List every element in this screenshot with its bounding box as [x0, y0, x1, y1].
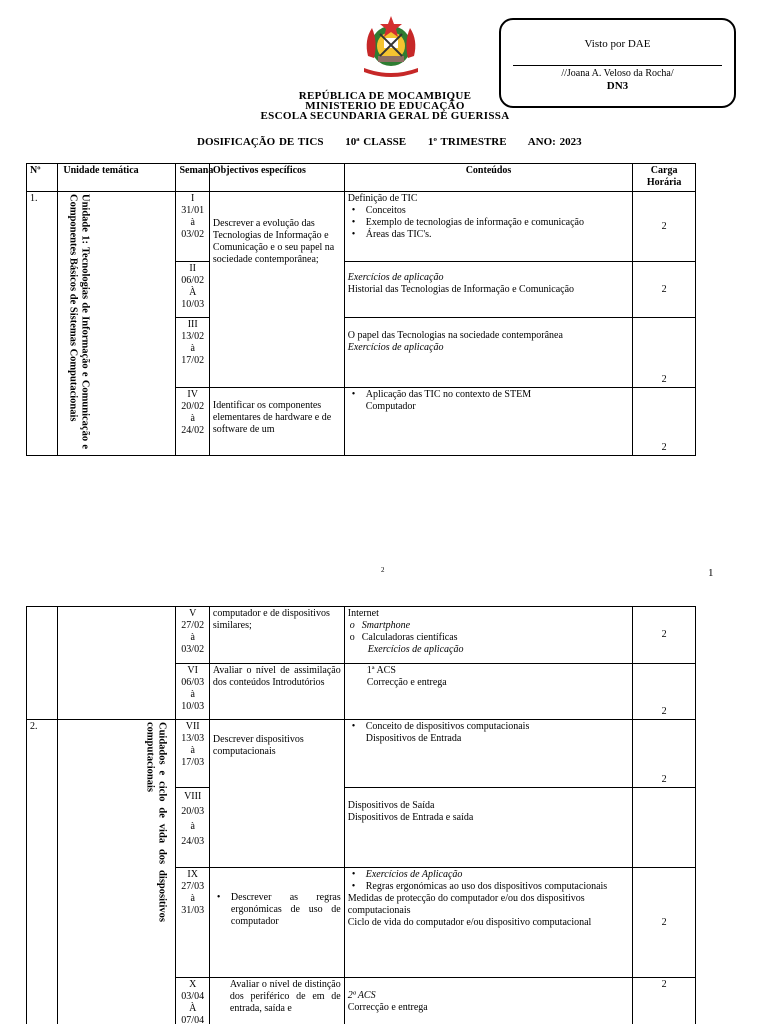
- objective-cell: Descrever dispositivos computacionais: [209, 720, 344, 868]
- objective-cell: Avaliar o nível de distinção dos periférico de em de entrada, saída e: [209, 978, 344, 1024]
- table-row: [27, 192, 696, 262]
- list-item: • Conceitos: [348, 205, 630, 217]
- header-country: REPÚBLICA DE MOCAMBIQUE: [298, 90, 472, 102]
- contents-cell: [344, 788, 633, 868]
- contents-text: 1ª ACS: [366, 665, 396, 676]
- list-item: • Descrever as regras ergonómicas de uso de computador: [213, 892, 341, 928]
- contents-text: Internet: [347, 608, 379, 619]
- contents-cell: [344, 868, 633, 978]
- contents-text: Dispositivos de Entrada: [365, 733, 462, 744]
- approver-name: //Joana A. Veloso da Rocha/: [561, 68, 674, 79]
- list-item: • Conceito de dispositivos computacionais: [348, 721, 630, 733]
- col-header-objectives: Objectivos específicos: [209, 164, 344, 192]
- objective-cell: computador e de dispositivos similares;: [209, 607, 344, 664]
- contents-cell: [344, 664, 633, 720]
- col-header-contents: Conteúdos: [344, 164, 633, 192]
- load-cell: 2: [633, 318, 696, 388]
- load-cell: 2: [633, 664, 696, 720]
- unit-cell: [58, 720, 176, 1024]
- table-row: [27, 607, 696, 664]
- contents-title: Definição de TIC: [347, 193, 418, 204]
- list-item: • Exemplo de tecnologias de informação e comunicação: [348, 217, 630, 229]
- contents-cell: [344, 262, 633, 318]
- week-cell: VIII 20/03 à 24/03: [176, 788, 209, 868]
- approval-code: DN3: [606, 80, 629, 92]
- week-cell: II 06/02 À 10/03: [176, 262, 209, 318]
- week-cell: IV 20/02 à 24/02: [176, 388, 209, 456]
- contents-text: O papel das Tecnologias na sociedade contemporânea: [347, 330, 563, 341]
- page-number: 1: [708, 567, 714, 579]
- week-cell: I 31/01 à 03/02: [176, 192, 209, 262]
- contents-text: Dispositivos de Saída: [347, 800, 435, 811]
- col-header-week: Semana: [176, 164, 209, 192]
- title-subject: DOSIFICAÇÃO DE TICS: [197, 136, 324, 148]
- load-cell: 2: [633, 192, 696, 262]
- load-cell: 2: [633, 388, 696, 456]
- list-item: • Regras ergonómicas ao uso dos dispositivos computacionais: [348, 881, 630, 893]
- national-emblem-icon: [354, 12, 428, 80]
- list-item: • Áreas das TIC's.: [348, 229, 630, 241]
- contents-cell: [344, 978, 633, 1024]
- table-header-row: [27, 164, 696, 192]
- title-year: ANO: 2023: [527, 136, 582, 148]
- contents-italic: Exercícios de aplicação: [347, 342, 444, 353]
- load-cell: 2: [633, 978, 696, 1024]
- document-title: [197, 136, 600, 149]
- title-class: 10ª CLASSE: [345, 136, 407, 148]
- table-row: [27, 720, 696, 788]
- signature-line: [513, 65, 722, 66]
- list-item: • Exercícios de Aplicação: [348, 869, 630, 881]
- row-number: 2.: [27, 720, 58, 1024]
- title-term: 1º TRIMESTRE: [427, 136, 507, 148]
- objective-cell: Descrever a evolução das Tecnologias de Informação e Comunicação e o seu papel na sociedade contemporânea;: [209, 192, 344, 388]
- week-cell: V 27/02 à 03/02: [176, 607, 209, 664]
- col-header-n: Nº: [27, 164, 58, 192]
- week-cell: X 03/04 À 07/04: [176, 978, 209, 1024]
- contents-cell: [344, 318, 633, 388]
- contents-cell: [344, 607, 633, 664]
- week-cell: VI 06/03 à 10/03: [176, 664, 209, 720]
- objective-cell: [209, 868, 344, 978]
- header-ministry: MINISTERIO DE EDUCAÇÃO: [305, 100, 465, 112]
- contents-italic: 2ª ACS: [347, 990, 376, 1001]
- contents-cell: [344, 388, 633, 456]
- week-cell: IX 27/03 à 31/03: [176, 868, 209, 978]
- list-item: o Smartphone: [348, 620, 630, 632]
- contents-text: Ciclo de vida do computador e/ou dispositivo computacional: [347, 917, 592, 928]
- contents-text: Correcção e entrega: [347, 1002, 428, 1013]
- contents-italic: Exercícios de aplicação: [347, 272, 444, 283]
- contents-text: Historial das Tecnologias de Informação e Comunicação: [347, 284, 575, 295]
- approval-title: Visto por DAE: [584, 38, 651, 50]
- contents-text: Medidas de protecção do computador e/ou dos dispositivos computacionais: [347, 893, 585, 916]
- load-cell: 2: [633, 607, 696, 664]
- unit-cell: [58, 192, 176, 456]
- row-number: 1.: [27, 192, 58, 456]
- dosification-table-page2: [26, 606, 696, 1024]
- col-header-load: Carga Horária: [633, 164, 696, 192]
- page-number-small: 2: [381, 566, 385, 574]
- dosification-table-page1: [26, 163, 696, 456]
- contents-text: Correcção e entrega: [366, 677, 447, 688]
- list-item: • Aplicação das TIC no contexto de STEM: [348, 389, 630, 401]
- week-cell: VII 13/03 à 17/03: [176, 720, 209, 788]
- col-header-unit: Unidade temática: [58, 164, 176, 192]
- contents-text: Computador: [365, 401, 416, 412]
- objective-cell: Identificar os componentes elementares de hardware e de software de um: [209, 388, 344, 456]
- header-school: ESCOLA SECUNDARIA GERAL DE GUERISSA: [260, 110, 510, 122]
- contents-italic: Exercícios de aplicação: [367, 644, 464, 655]
- contents-cell: [344, 720, 633, 788]
- load-cell: 2: [633, 720, 696, 788]
- unit-title: Cuidados e ciclo de vida dos dispositivos computacionais: [144, 722, 168, 922]
- load-cell: 2: [633, 262, 696, 318]
- list-item: o Calculadoras científicas: [348, 632, 630, 644]
- contents-text: Dispositivos de Entrada e saída: [347, 812, 474, 823]
- contents-cell: [344, 192, 633, 262]
- unit-title: Unidade 1: Tecnologias de Informação e Comunicação e Componentes Básicos de Sistemas Computacionais: [67, 194, 91, 449]
- load-cell: 2: [633, 868, 696, 978]
- objective-cell: Avaliar o nível de assimilação dos conteúdos Introdutórios: [209, 664, 344, 720]
- week-cell: III 13/02 à 17/02: [176, 318, 209, 388]
